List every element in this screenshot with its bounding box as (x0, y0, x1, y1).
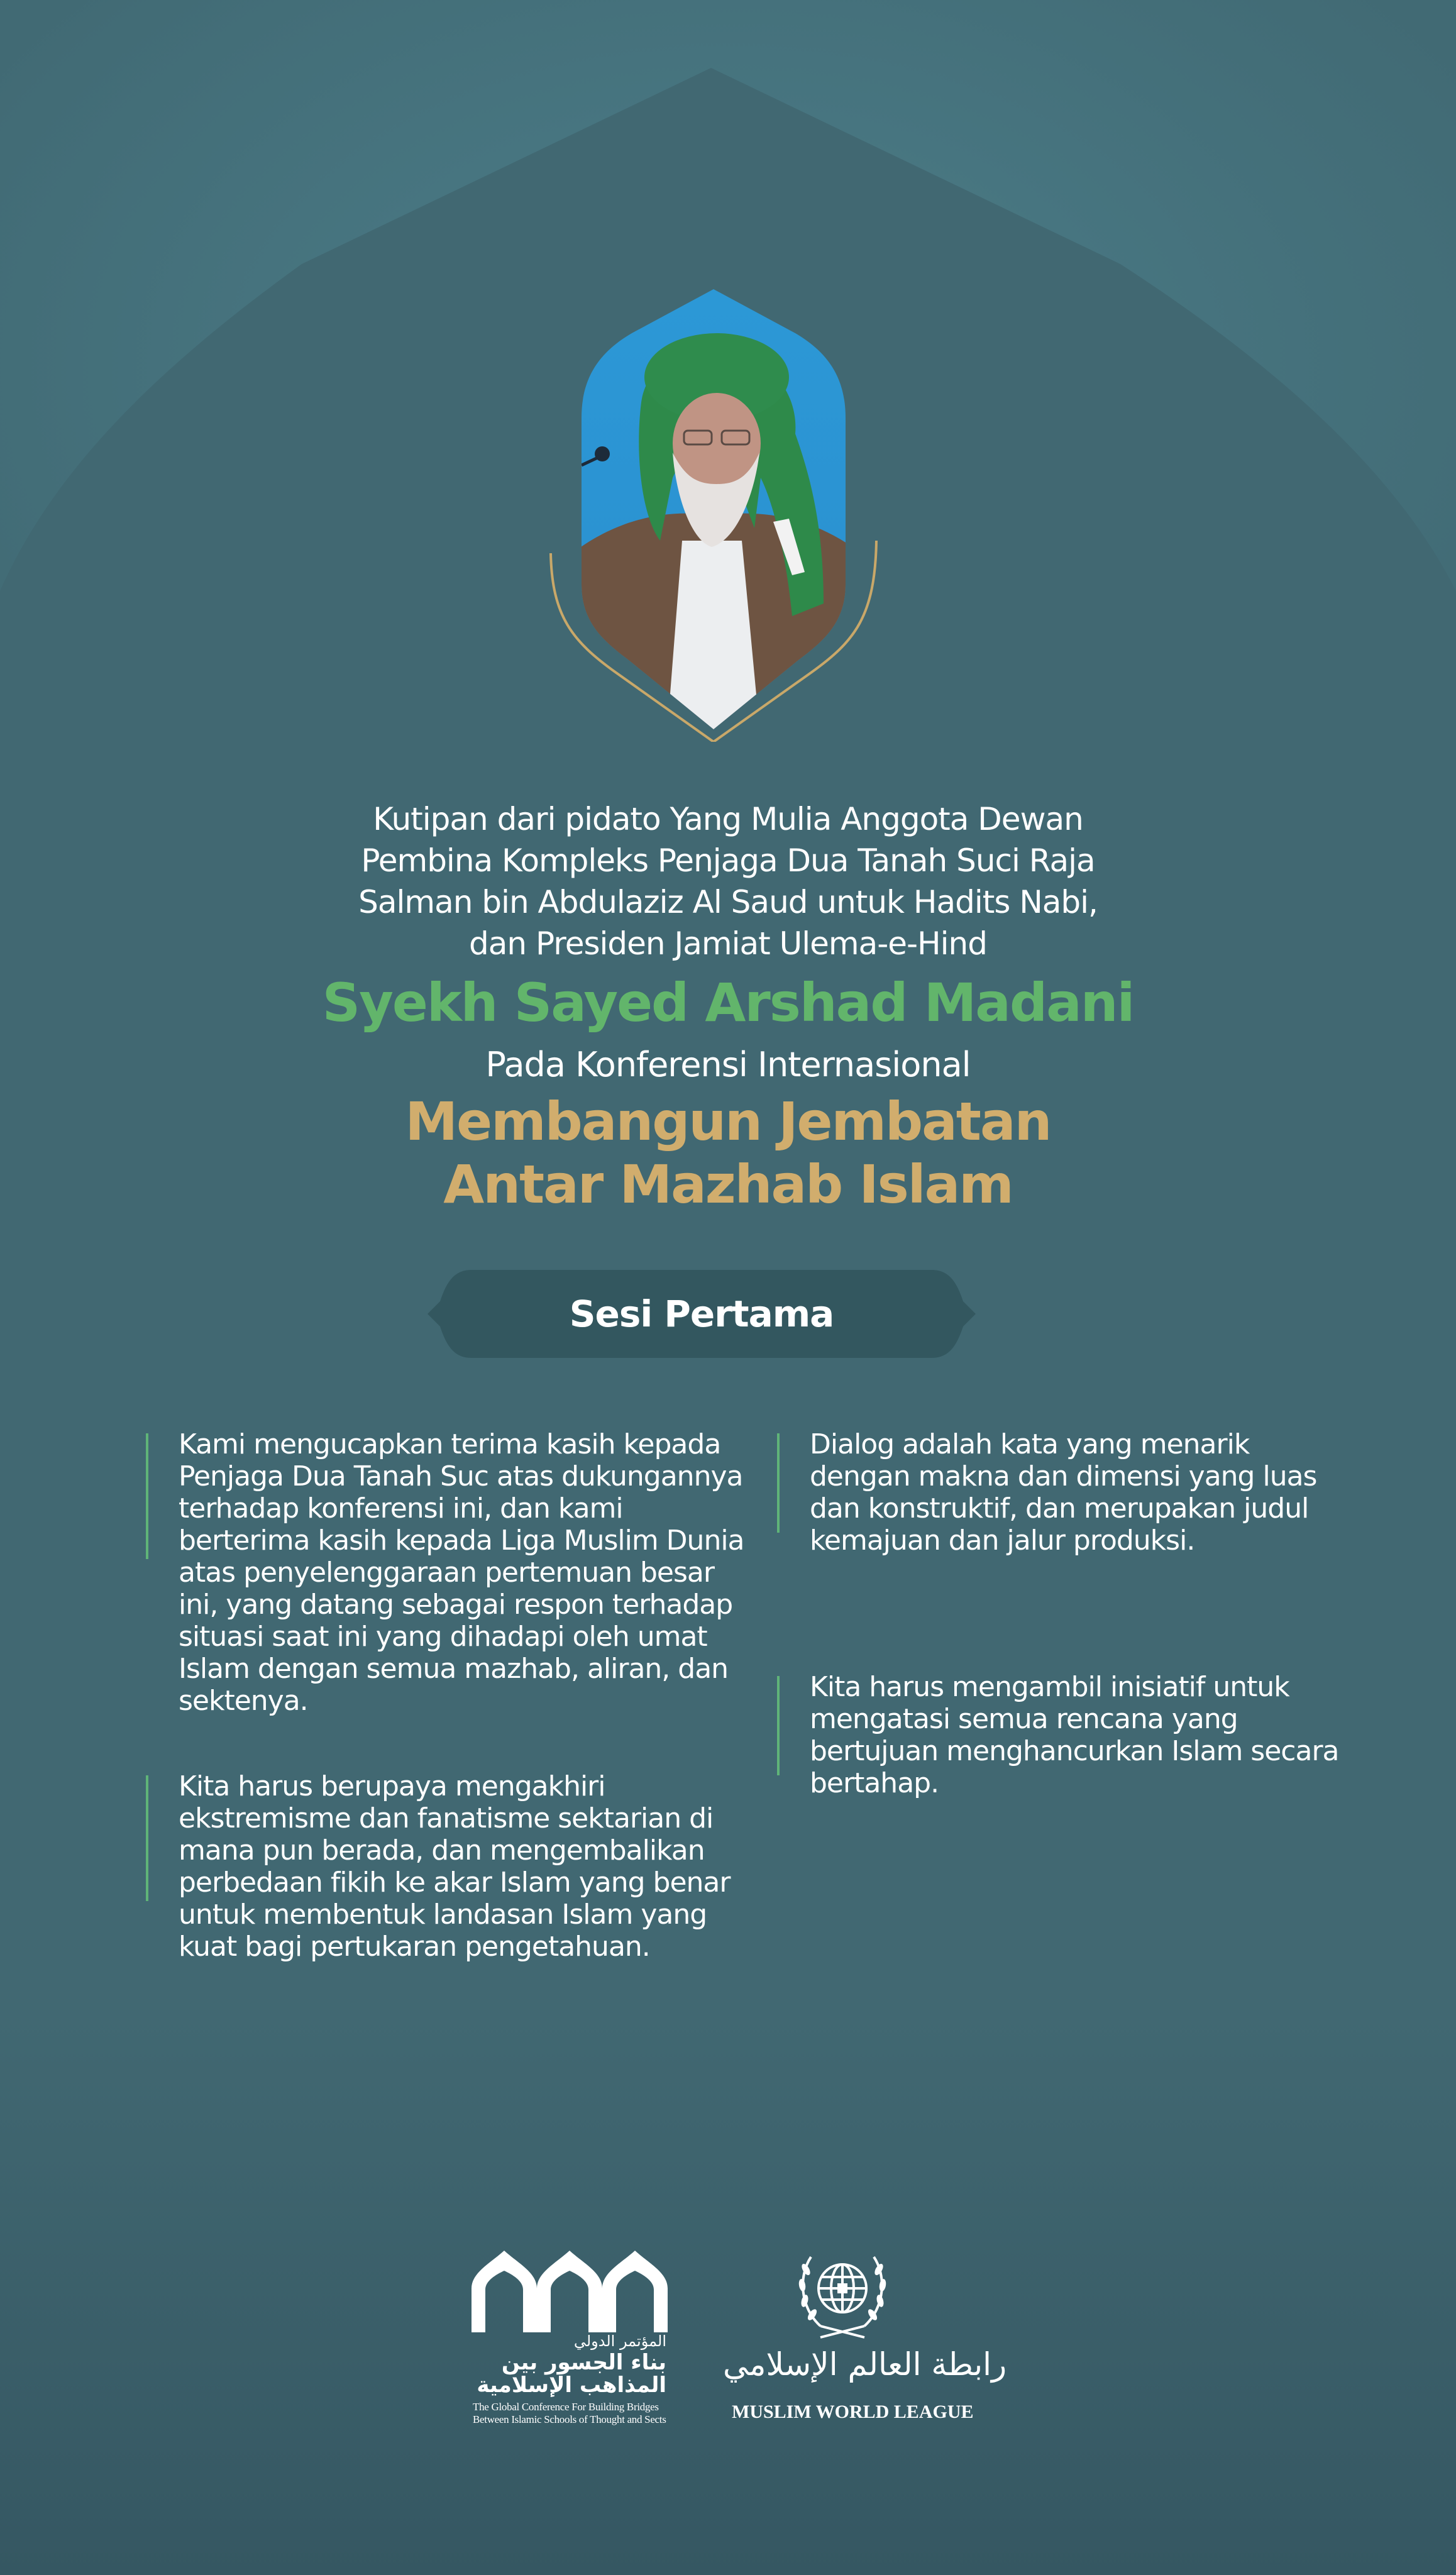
session-label: Sesi Pertama (569, 1293, 834, 1335)
headline-block (0, 798, 1456, 1216)
mwl-english-name: MUSLIM WORLD LEAGUE (732, 2401, 974, 2422)
quote-block (777, 1428, 1350, 1557)
conference-arabic-line1: المؤتمر الدولي (573, 2332, 666, 2350)
quote-block (777, 1671, 1350, 1799)
intro-line: dan Presiden Jamiat Ulema-e-Hind (469, 925, 987, 962)
conference-title-line: Membangun Jembatan (405, 1091, 1051, 1152)
intro-text (288, 798, 1168, 964)
session-badge (427, 1270, 976, 1358)
speaker-portrait (547, 289, 880, 742)
footer-logos (459, 2238, 1007, 2427)
conference-prefix: Pada Konferensi Internasional (485, 1045, 971, 1084)
conference-logo (465, 2238, 679, 2427)
quote-bar (146, 1433, 148, 1559)
quote-text: Kita harus berupaya mengakhiri ekstremisme dan fanatisme sektarian di mana pun berada, dan mengembalikan perbedaan fikih ke akar Islam yang benar untuk membentuk landasan Islam yang kuat bagi pertukaran pengetahuan. (179, 1770, 731, 1963)
quote-block (146, 1770, 757, 1963)
conference-title (0, 1090, 1456, 1216)
conference-arabic-line3: المذاهب الإسلامية (477, 2373, 666, 2398)
quote-bar (777, 1676, 780, 1775)
quote-bar (146, 1775, 148, 1901)
three-arches-icon (472, 2251, 685, 2332)
conference-title-line: Antar Mazhab Islam (443, 1154, 1013, 1215)
intro-line: Salman bin Abdulaziz Al Saud untuk Hadits Nabi, (358, 884, 1098, 920)
quote-block (146, 1428, 757, 1717)
globe-laurel-icon (792, 2244, 893, 2339)
quote-text: Kami mengucapkan terima kasih kepada Penjaga Dua Tanah Suc atas dukungannya terhadap konferensi ini, dan kami berterima kasih kepada Liga Muslim Dunia atas penyelenggaraan pertemuan besar ini, yang datang sebagai respon terhadap situasi saat ini yang dihadapi oleh umat Islam dengan semua mazhab, aliran, dan sektenya. (179, 1428, 744, 1717)
conference-english-line2: Between Islamic Schools of Thought and Sects (473, 2413, 666, 2425)
quote-bar (777, 1433, 780, 1533)
intro-line: Pembina Kompleks Penjaga Dua Tanah Suci Raja (361, 842, 1095, 879)
conference-english-line1: The Global Conference For Building Bridges (473, 2401, 659, 2413)
mwl-arabic-name: رابطة العالم الإسلامي (723, 2346, 1007, 2383)
intro-line: Kutipan dari pidato Yang Mulia Anggota Dewan (373, 801, 1083, 837)
quote-text: Kita harus mengambil inisiatif untuk mengatasi semua rencana yang bertujuan menghancurkan Islam secara bertahap. (810, 1671, 1339, 1799)
conference-arabic-line2: بناء الجسور بين (501, 2350, 666, 2375)
quote-text: Dialog adalah kata yang menarik dengan makna dan dimensi yang luas dan konstruktif, dan merupakan judul kemajuan dan jalur produksi. (810, 1428, 1317, 1557)
speaker-name: Syekh Sayed Arshad Madani (322, 972, 1134, 1034)
mwl-logo (723, 2238, 1007, 2427)
